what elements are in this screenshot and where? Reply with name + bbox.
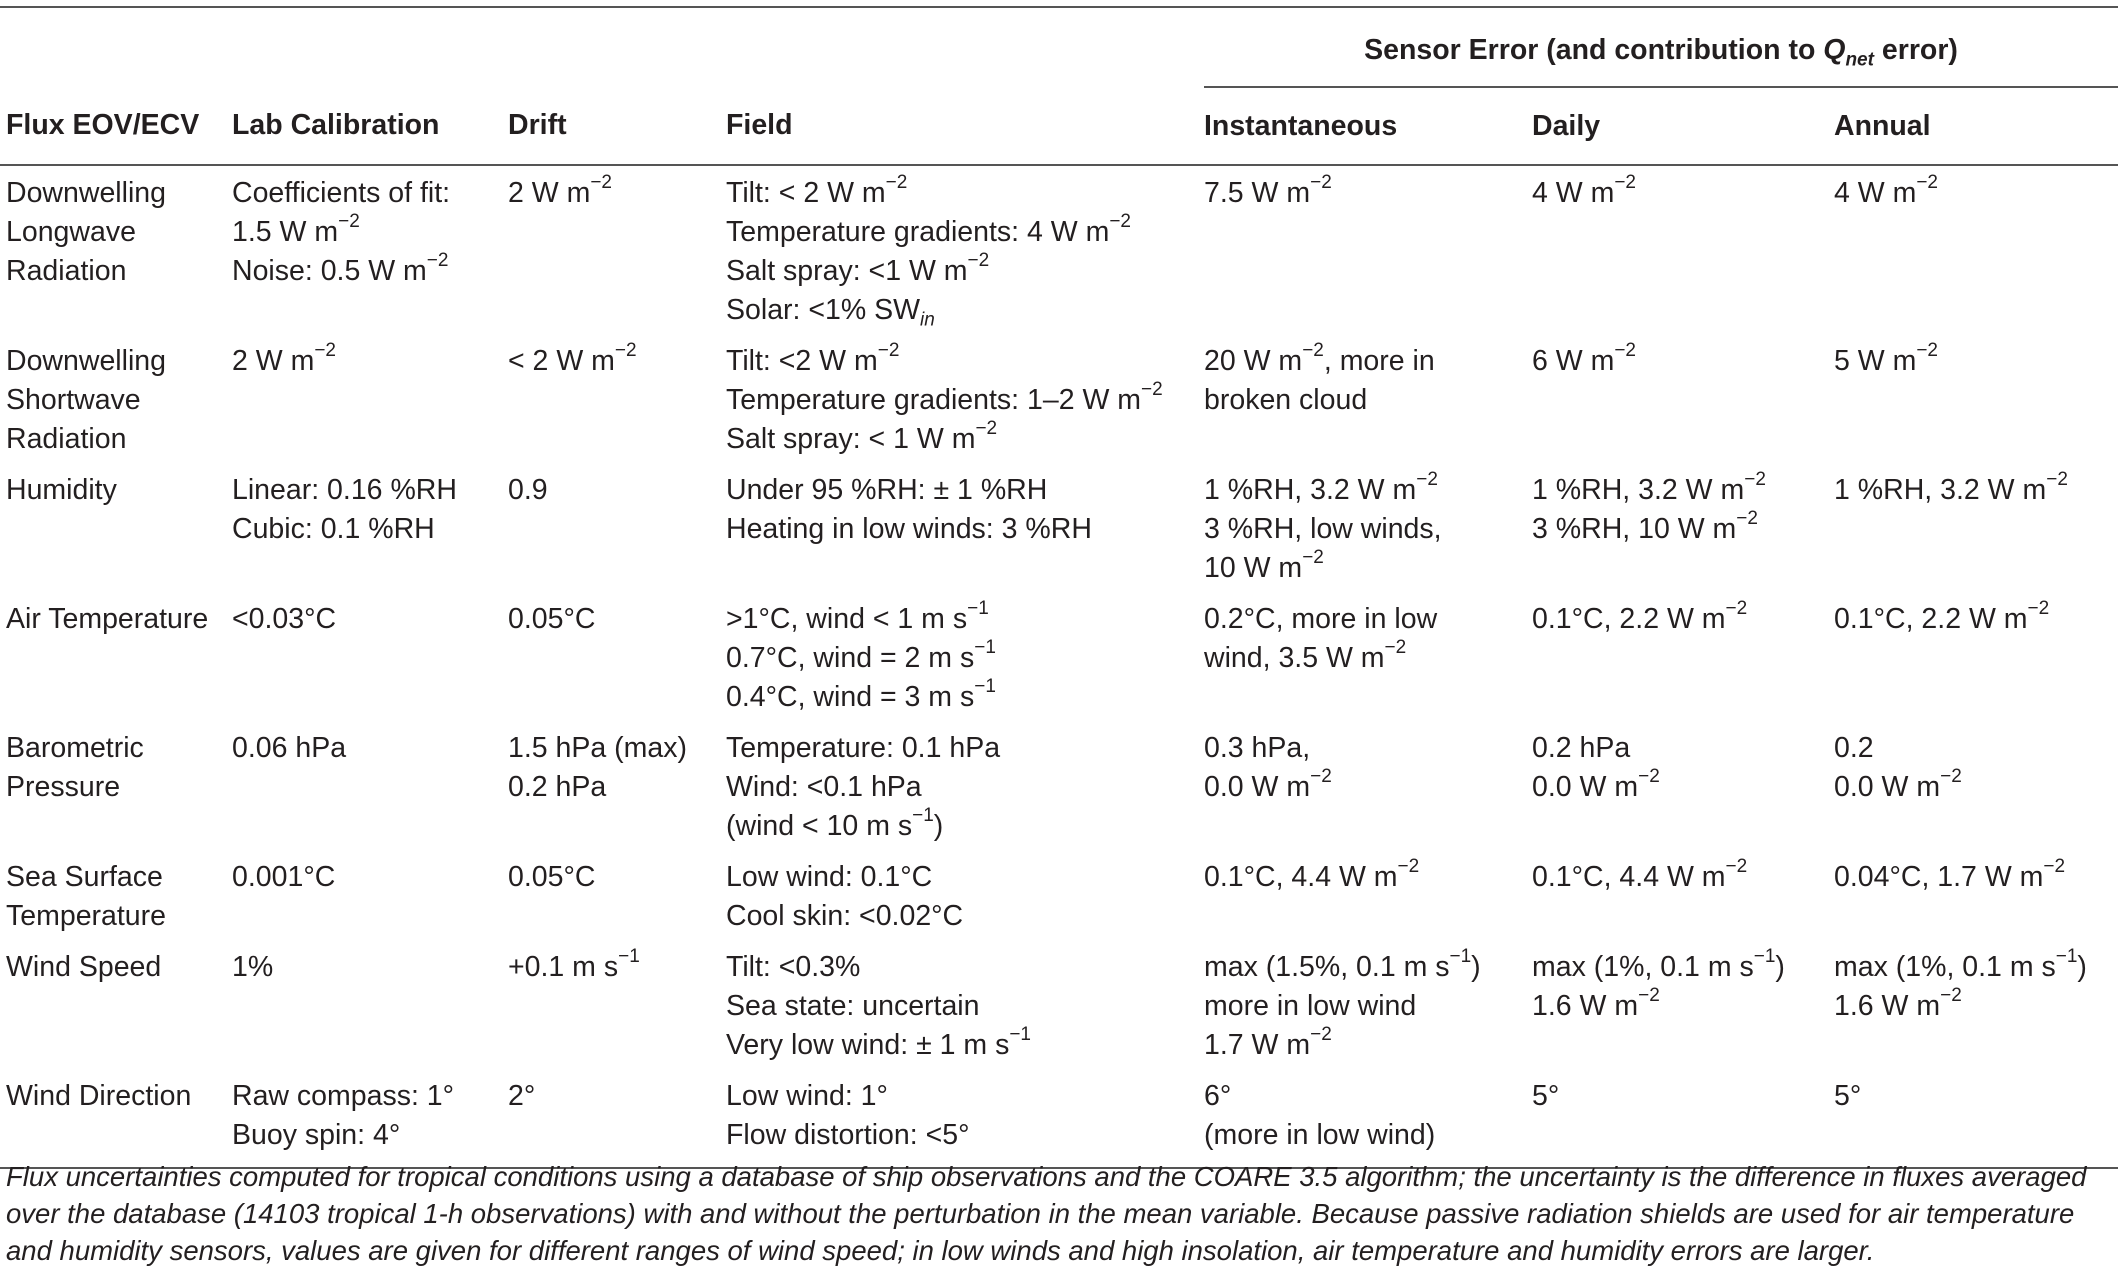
cell-line: 5° bbox=[1834, 1080, 1862, 1112]
cell-line: +0.1 m $s^{-1}$ bbox=[508, 945, 640, 983]
cell-line: Noise: 0.5 W $m^{-2}$ bbox=[232, 249, 449, 287]
cell-line: Radiation bbox=[6, 255, 127, 287]
cell-line: Temperature: 0.1 hPa bbox=[726, 732, 1001, 764]
cell-daily bbox=[1532, 463, 1834, 592]
cell-line: 0.4°C, wind = 3 m $s^{-1}$ bbox=[726, 675, 996, 713]
cell-line: Buoy spin: 4° bbox=[232, 1119, 401, 1151]
qnet-subscript: net bbox=[1845, 49, 1874, 71]
cell-line: 0.2°C, more in low bbox=[1204, 603, 1438, 635]
cell-line: (wind < 10 m $s^{-1}$) bbox=[726, 804, 944, 842]
cell-line: 0.06 hPa bbox=[232, 732, 347, 764]
column-header-lab-calibration: Lab Calibration bbox=[232, 87, 508, 165]
cell-line: Shortwave bbox=[6, 384, 141, 416]
cell-instantaneous bbox=[1204, 592, 1532, 721]
row-wind-speed bbox=[0, 940, 2118, 1069]
cell-drift bbox=[508, 721, 726, 850]
cell-line: Solar: <1% $SW_{in}$ bbox=[726, 294, 935, 331]
cell-line: 0.1°C, 2.2 W $m^{-2}$ bbox=[1834, 597, 2050, 635]
cell-line: 1.6 W $m^{-2}$ bbox=[1834, 984, 1962, 1022]
cell-line: 0.0 W $m^{-2}$ bbox=[1532, 765, 1660, 803]
cell-flux bbox=[0, 334, 232, 463]
cell-line: Wind Direction bbox=[6, 1080, 192, 1112]
cell-line: 20 W $m^{-2}$, more in bbox=[1204, 339, 1435, 377]
cell-lab-calibration bbox=[232, 940, 508, 1069]
cell-drift bbox=[508, 592, 726, 721]
cell-line: <0.03°C bbox=[232, 603, 337, 635]
cell-annual bbox=[1834, 1069, 2118, 1168]
cell-instantaneous bbox=[1204, 463, 1532, 592]
cell-line: Low wind: 1° bbox=[726, 1080, 888, 1112]
row-air-temperature bbox=[0, 592, 2118, 721]
cell-field bbox=[726, 165, 1204, 334]
cell-line: Temperature bbox=[6, 900, 166, 932]
cell-line: Sea Surface bbox=[6, 861, 163, 893]
cell-line: 0.1°C, 2.2 W $m^{-2}$ bbox=[1532, 597, 1748, 635]
cell-instantaneous bbox=[1204, 165, 1532, 334]
cell-drift bbox=[508, 1069, 726, 1168]
cell-line: Salt spray: <1 W $m^{-2}$ bbox=[726, 249, 990, 287]
cell-line: Downwelling bbox=[6, 177, 166, 209]
cell-line: Longwave bbox=[6, 216, 136, 248]
cell-line: 5 W $m^{-2}$ bbox=[1834, 339, 1938, 377]
cell-line: Heating in low winds: 3 %RH bbox=[726, 513, 1092, 545]
cell-line: Under 95 %RH: ± 1 %RH bbox=[726, 474, 1048, 506]
cell-lab-calibration bbox=[232, 592, 508, 721]
cell-line: 1 %RH, 3.2 W $m^{-2}$ bbox=[1204, 468, 1438, 506]
cell-line: Pressure bbox=[6, 771, 121, 803]
cell-line: 10 W $m^{-2}$ bbox=[1204, 546, 1324, 584]
cell-line: Barometric bbox=[6, 732, 144, 764]
cell-line: 0.3 hPa, bbox=[1204, 732, 1311, 764]
cell-line: Salt spray: < 1 W $m^{-2}$ bbox=[726, 417, 998, 455]
column-header-flux: Flux EOV/ECV bbox=[0, 87, 232, 165]
cell-line: 0.05°C bbox=[508, 603, 596, 635]
cell-line: 4 W $m^{-2}$ bbox=[1532, 171, 1636, 209]
cell-annual bbox=[1834, 850, 2118, 940]
cell-flux bbox=[0, 940, 232, 1069]
cell-daily bbox=[1532, 940, 1834, 1069]
row-sea-surface-temperature bbox=[0, 850, 2118, 940]
cell-field bbox=[726, 850, 1204, 940]
cell-line: >1°C, wind < 1 m $s^{-1}$ bbox=[726, 597, 989, 635]
cell-line: 0.0 W $m^{-2}$ bbox=[1834, 765, 1962, 803]
cell-annual bbox=[1834, 334, 2118, 463]
cell-field bbox=[726, 1069, 1204, 1168]
cell-line: 0.001°C bbox=[232, 861, 336, 893]
cell-line: (more in low wind) bbox=[1204, 1119, 1436, 1151]
column-header-annual: Annual bbox=[1834, 87, 2118, 165]
cell-line: 0.9 bbox=[508, 474, 548, 506]
cell-line: Wind: <0.1 hPa bbox=[726, 771, 922, 803]
cell-flux bbox=[0, 592, 232, 721]
cell-line: 0.0 W $m^{-2}$ bbox=[1204, 765, 1332, 803]
cell-line: 6 W $m^{-2}$ bbox=[1532, 339, 1636, 377]
cell-line: 7.5 W $m^{-2}$ bbox=[1204, 171, 1332, 209]
cell-line: Very low wind: ± 1 m $s^{-1}$ bbox=[726, 1023, 1031, 1061]
cell-annual bbox=[1834, 940, 2118, 1069]
cell-line: 6° bbox=[1204, 1080, 1232, 1112]
cell-annual bbox=[1834, 721, 2118, 850]
cell-line: 1.5 hPa (max) bbox=[508, 732, 687, 764]
cell-line: 0.1°C, 4.4 W $m^{-2}$ bbox=[1204, 855, 1420, 893]
cell-drift bbox=[508, 165, 726, 334]
cell-line: 1.5 W $m^{-2}$ bbox=[232, 210, 360, 248]
cell-daily bbox=[1532, 1069, 1834, 1168]
cell-lab-calibration bbox=[232, 334, 508, 463]
cell-line: 0.2 hPa bbox=[1532, 732, 1631, 764]
row-barometric-pressure bbox=[0, 721, 2118, 850]
group-header-row bbox=[0, 8, 2118, 87]
cell-drift bbox=[508, 850, 726, 940]
group-header-before: Sensor Error (and contribution to bbox=[1364, 33, 1824, 66]
cell-field bbox=[726, 940, 1204, 1069]
cell-annual bbox=[1834, 165, 2118, 334]
cell-line: 0.2 hPa bbox=[508, 771, 607, 803]
cell-line: Raw compass: 1° bbox=[232, 1080, 455, 1112]
row-wind-direction bbox=[0, 1069, 2118, 1168]
cell-field bbox=[726, 463, 1204, 592]
cell-line: Temperature gradients: 4 W $m^{-2}$ bbox=[726, 210, 1131, 248]
cell-line: Sea state: uncertain bbox=[726, 990, 980, 1022]
cell-daily bbox=[1532, 334, 1834, 463]
cell-line: Low wind: 0.1°C bbox=[726, 861, 933, 893]
cell-line: Cubic: 0.1 %RH bbox=[232, 513, 435, 545]
row-downwelling-longwave bbox=[0, 165, 2118, 334]
cell-flux bbox=[0, 850, 232, 940]
cell-line: Downwelling bbox=[6, 345, 166, 377]
row-downwelling-shortwave bbox=[0, 334, 2118, 463]
cell-line: 3 %RH, 10 W $m^{-2}$ bbox=[1532, 507, 1758, 545]
cell-lab-calibration bbox=[232, 165, 508, 334]
cell-field bbox=[726, 592, 1204, 721]
cell-line: Radiation bbox=[6, 423, 127, 455]
cell-line: 2 W $m^{-2}$ bbox=[232, 339, 336, 377]
cell-line: Coefficients of fit: bbox=[232, 177, 451, 209]
cell-line: 1 %RH, 3.2 W $m^{-2}$ bbox=[1532, 468, 1766, 506]
cell-line: Air Temperature bbox=[6, 603, 209, 635]
cell-line: 0.1°C, 4.4 W $m^{-2}$ bbox=[1532, 855, 1748, 893]
cell-instantaneous bbox=[1204, 940, 1532, 1069]
cell-lab-calibration bbox=[232, 1069, 508, 1168]
cell-line: 2 W $m^{-2}$ bbox=[508, 171, 612, 209]
cell-lab-calibration bbox=[232, 463, 508, 592]
table-body bbox=[0, 7, 2118, 1168]
cell-line: Linear: 0.16 %RH bbox=[232, 474, 457, 506]
cell-field bbox=[726, 334, 1204, 463]
cell-line: Tilt: <0.3% bbox=[726, 951, 861, 983]
cell-lab-calibration bbox=[232, 850, 508, 940]
cell-line: < 2 W $m^{-2}$ bbox=[508, 339, 637, 377]
cell-line: 1.6 W $m^{-2}$ bbox=[1532, 984, 1660, 1022]
cell-line: max (1.5%, 0.1 m $s^{-1}$) bbox=[1204, 945, 1481, 983]
cell-line: 0.7°C, wind = 2 m $s^{-1}$ bbox=[726, 636, 996, 674]
cell-line: Cool skin: <0.02°C bbox=[726, 900, 964, 932]
cell-field bbox=[726, 721, 1204, 850]
column-header-drift: Drift bbox=[508, 87, 726, 165]
cell-line: Temperature gradients: 1–2 W $m^{-2}$ bbox=[726, 378, 1163, 416]
cell-line: 0.2 bbox=[1834, 732, 1874, 764]
column-header-field: Field bbox=[726, 87, 1204, 165]
cell-line: max (1%, 0.1 m $s^{-1}$) bbox=[1532, 945, 1785, 983]
cell-line: Tilt: <2 W $m^{-2}$ bbox=[726, 339, 900, 377]
cell-annual bbox=[1834, 463, 2118, 592]
cell-line: 0.05°C bbox=[508, 861, 596, 893]
cell-line: 3 %RH, low winds, bbox=[1204, 513, 1442, 545]
cell-line: 1.7 W $m^{-2}$ bbox=[1204, 1023, 1332, 1061]
cell-line: Tilt: < 2 W $m^{-2}$ bbox=[726, 171, 908, 209]
cell-line: 4 W $m^{-2}$ bbox=[1834, 171, 1938, 209]
cell-instantaneous bbox=[1204, 850, 1532, 940]
cell-flux bbox=[0, 463, 232, 592]
cell-flux bbox=[0, 165, 232, 334]
cell-drift bbox=[508, 463, 726, 592]
cell-drift bbox=[508, 940, 726, 1069]
row-humidity bbox=[0, 463, 2118, 592]
cell-line: more in low wind bbox=[1204, 990, 1417, 1022]
cell-daily bbox=[1532, 721, 1834, 850]
table-footnote: Flux uncertainties computed for tropical conditions using a database of ship observations and the COARE 3.5 algorithm; the uncertainty is the difference in fluxes averaged over the database (14103 tropical 1-h observations) with and without the perturbation in the mean variable. Because passive radiation shields are used for air temperature and humidity sensors, values are given for different ranges of wind speed; in low winds and high insolation, air temperature and humidity errors are larger. bbox=[6, 1161, 2087, 1266]
cell-lab-calibration bbox=[232, 721, 508, 850]
column-header-row bbox=[0, 87, 2118, 165]
group-header-after: error) bbox=[1873, 33, 1958, 66]
qnet-symbol: Q bbox=[1823, 33, 1846, 66]
cell-instantaneous bbox=[1204, 721, 1532, 850]
cell-instantaneous bbox=[1204, 1069, 1532, 1168]
cell-daily bbox=[1532, 592, 1834, 721]
cell-line: Humidity bbox=[6, 474, 117, 506]
group-header bbox=[1204, 8, 2118, 87]
cell-line: 5° bbox=[1532, 1080, 1560, 1112]
cell-flux bbox=[0, 721, 232, 850]
cell-daily bbox=[1532, 165, 1834, 334]
column-header-instantaneous: Instantaneous bbox=[1204, 87, 1532, 165]
cell-line: 1 %RH, 3.2 W $m^{-2}$ bbox=[1834, 468, 2068, 506]
cell-daily bbox=[1532, 850, 1834, 940]
cell-line: Wind Speed bbox=[6, 951, 162, 983]
cell-drift bbox=[508, 334, 726, 463]
sensor-error-table bbox=[0, 6, 2118, 1169]
cell-line: broken cloud bbox=[1204, 384, 1368, 416]
cell-line: 1% bbox=[232, 951, 274, 983]
cell-instantaneous bbox=[1204, 334, 1532, 463]
cell-line: wind, 3.5 W $m^{-2}$ bbox=[1204, 636, 1407, 674]
cell-line: 0.04°C, 1.7 W $m^{-2}$ bbox=[1834, 855, 2066, 893]
cell-line: Flow distortion: <5° bbox=[726, 1119, 970, 1151]
cell-annual bbox=[1834, 592, 2118, 721]
cell-flux bbox=[0, 1069, 232, 1168]
column-header-daily: Daily bbox=[1532, 87, 1834, 165]
cell-line: max (1%, 0.1 m $s^{-1}$) bbox=[1834, 945, 2087, 983]
cell-line: 2° bbox=[508, 1080, 536, 1112]
